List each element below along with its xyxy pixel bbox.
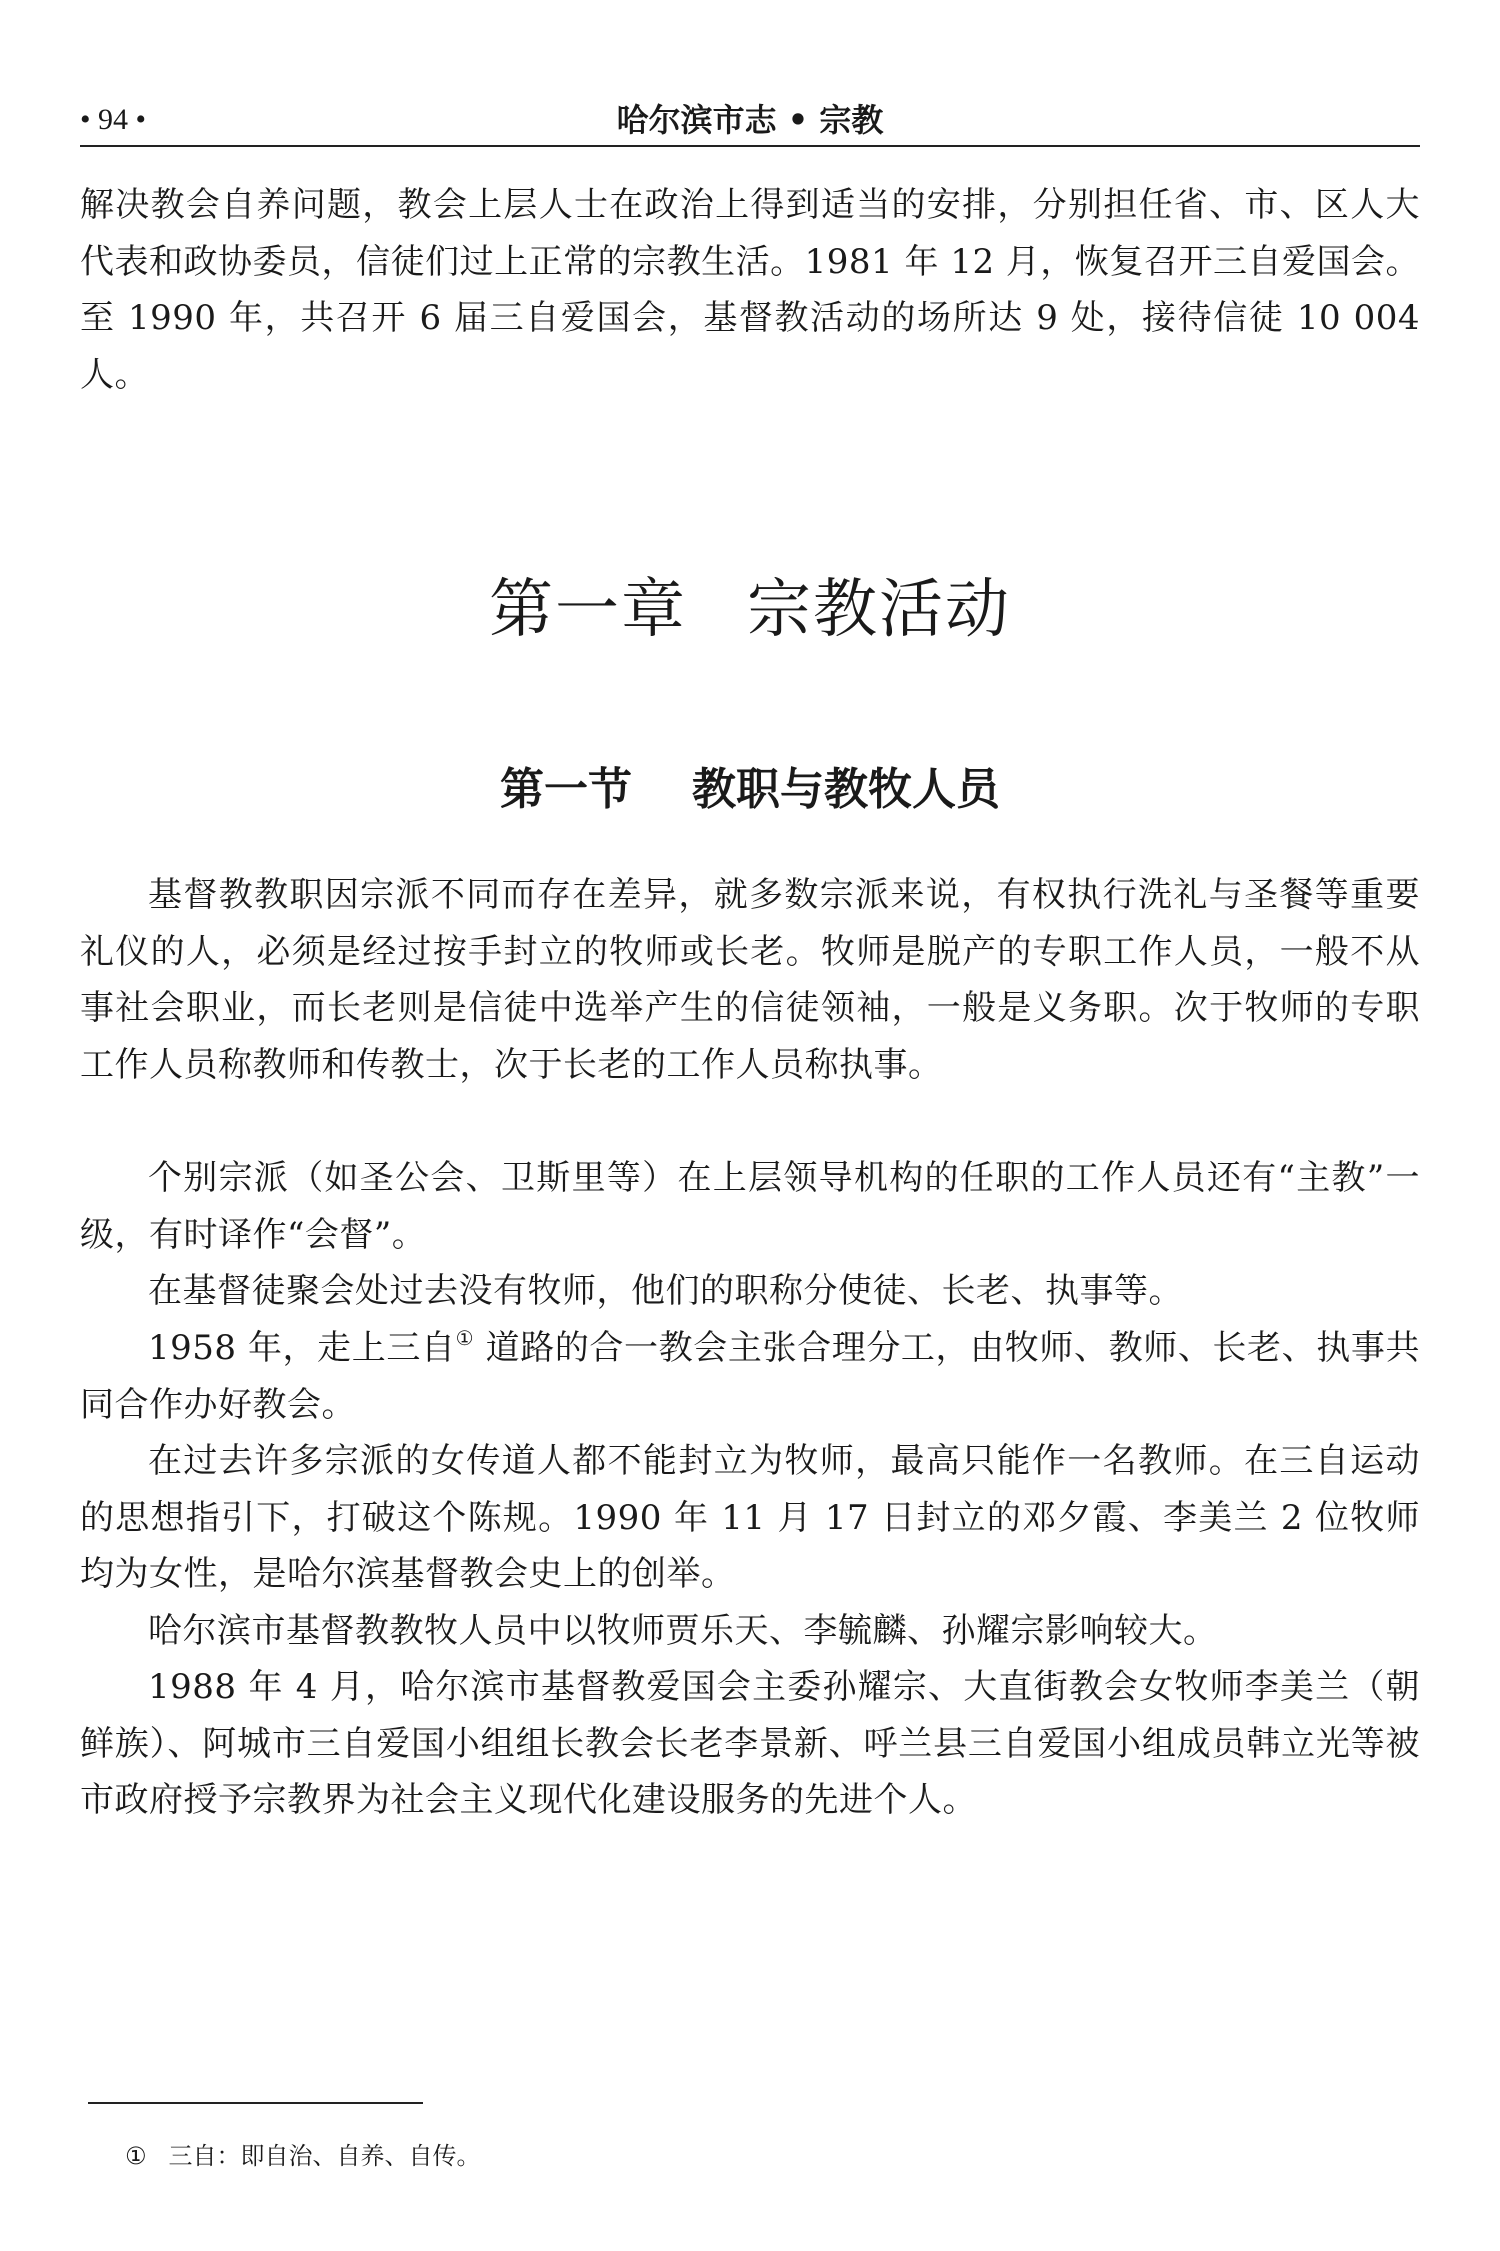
paragraph-2: 个别宗派（如圣公会、卫斯里等）在上层领导机构的任职的工作人员还有“主教”一级，有时译作“会督”。 bbox=[80, 1158, 1420, 1255]
header-rule bbox=[80, 145, 1420, 147]
footnote-text: 三自：即自治、自养、自传。 bbox=[168, 2142, 481, 2170]
paragraph-3: 在基督徒聚会处过去没有牧师，他们的职称分使徒、长老、执事等。 bbox=[148, 1271, 1183, 1311]
paragraph-7: 1988 年 4 月，哈尔滨市基督教爱国会主委孙耀宗、大直街教会女牧师李美兰（朝鲜族）、阿城市三自爱国小组组长教会长老李景新、呼兰县三自爱国小组成员韩立光等被市政府授予宗教界为社会主义现代化建设服务的先进个人。 bbox=[80, 1667, 1420, 1820]
footnote bbox=[125, 2138, 481, 2174]
chapter-title bbox=[0, 565, 1500, 655]
paragraph-1: 基督教教职因宗派不同而存在差异，就多数宗派来说，有权执行洗礼与圣餐等重要礼仪的人，必须是经过按手封立的牧师或长老。牧师是脱产的专职工作人员，一般不从事社会职业，而长老则是信徒中选举产生的信徒领袖，一般是义务职。次于牧师的专职工作人员称教师和传教士，次于长老的工作人员称执事。 bbox=[80, 875, 1420, 1085]
chapter-name: 宗教活动 bbox=[747, 573, 1011, 647]
section-title bbox=[0, 760, 1500, 820]
footnote-rule bbox=[88, 2102, 423, 2104]
paragraph-4-part-2: 道路的合一教会主张合理分工，由牧师、教师、长老、执事共同合作办好教会。 bbox=[80, 1328, 1420, 1425]
chapter-number: 第一章 bbox=[489, 573, 687, 647]
footnote-mark: ① bbox=[125, 2142, 147, 2170]
page-number: • 94 • bbox=[80, 103, 147, 136]
section-number: 第一节 bbox=[500, 764, 632, 815]
page-header bbox=[80, 95, 1420, 145]
intro-paragraph: 解决教会自养问题，教会上层人士在政治上得到适当的安排，分别担任省、市、区人大代表和政协委员，信徒们过上正常的宗教生活。1981 年 12 月，恢复召开三自爱国会。至 1990 年，共召开 6 届三自爱国会，基督教活动的场所达 9 处，接待信徒 10 004 人。 bbox=[80, 185, 1420, 395]
running-title: 哈尔滨市志 • 宗教 bbox=[616, 101, 884, 139]
paragraph-4 bbox=[80, 1320, 1420, 1433]
section-name: 教职与教牧人员 bbox=[692, 764, 1000, 815]
paragraph-4-part-1: 1958 年，走上三自 bbox=[148, 1328, 456, 1368]
paragraph-6: 哈尔滨市基督教教牧人员中以牧师贾乐天、李毓麟、孙耀宗影响较大。 bbox=[148, 1611, 1218, 1651]
footnote-reference: ① bbox=[455, 1326, 475, 1350]
paragraph-5: 在过去许多宗派的女传道人都不能封立为牧师，最高只能作一名教师。在三自运动的思想指引下，打破这个陈规。1990 年 11 月 17 日封立的邓夕霞、李美兰 2 位牧师均为女性，是哈尔滨基督教会史上的创举。 bbox=[80, 1441, 1420, 1594]
